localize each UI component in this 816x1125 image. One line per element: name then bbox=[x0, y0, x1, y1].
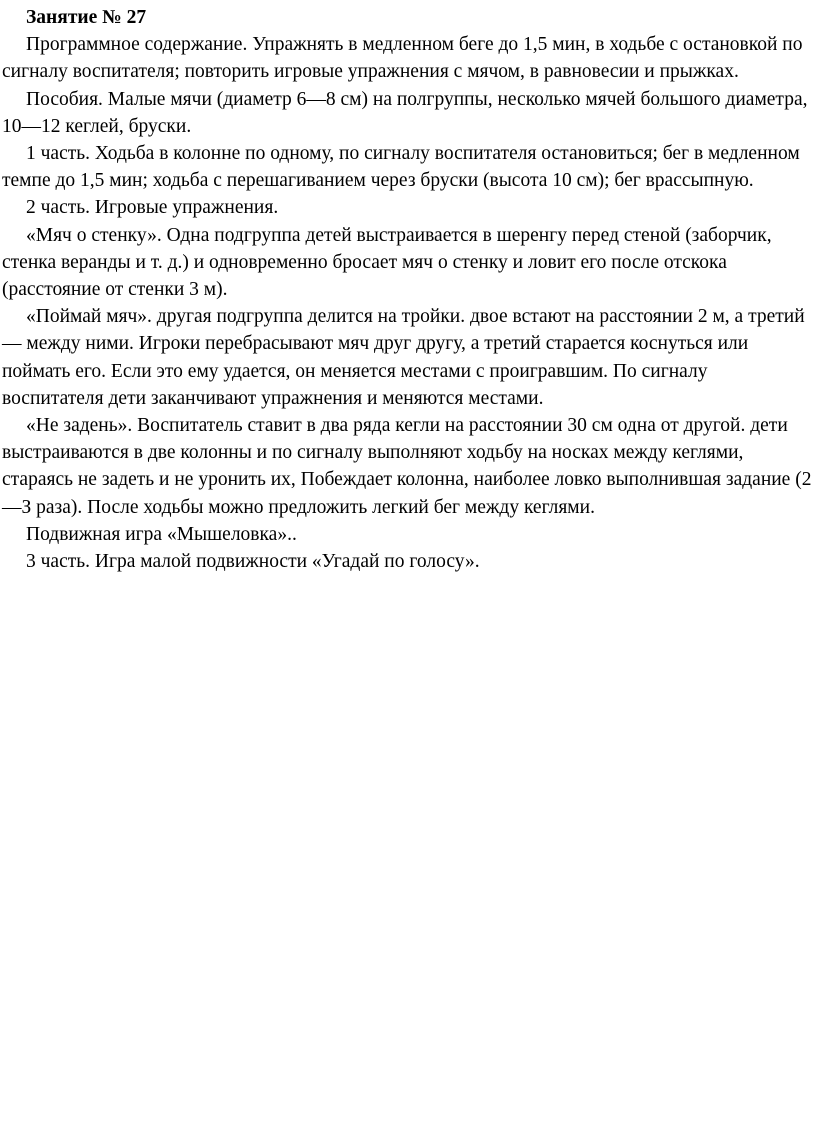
paragraph-ball-wall: «Мяч о стенку». Одна подгруппа детей выстраивается в шеренгу перед стеной (заборчик, стенка веранды и т. д.) и одновременно бросает мяч о стенку и ловит его после отскока (расстояние от стенки 3 м). bbox=[2, 224, 772, 301]
paragraph-part-1: 1 часть. Ходьба в колонне по одному, по сигналу воспитателя остановиться; бег в медленном темпе до 1,5 мин; ходьба с перешагиванием через бруски (высота 10 см); бег врассыпную. bbox=[2, 143, 800, 192]
paragraph-catch-ball: «Поймай мяч». другая подгруппа делится на тройки. двое встают на расстоянии 2 м, а третий — между ними. Игроки перебрасывают мяч друг другу, а третий старается коснуться или поймать его. Если это ему удается, он меняется местами с проигравшим. По сигналу воспитателя дети заканчивают упражнения и меняются местами. bbox=[2, 306, 805, 409]
paragraph-dont-touch: «Не задень». Воспитатель ставит в два ряда кегли на расстоянии 30 см одна от другой. дети выстраиваются в две колонны и по сигналу выполняют ходьбу на носках между кеглями, стараясь не задеть и не уронить их, Побеждает колонна, наиболее ловко выполнившая задание (2—З раза). После ходьбы можно предложить легкий бег между кеглями. bbox=[2, 415, 812, 518]
paragraph-program-content: Программное содержание. Упражнять в медленном беге до 1,5 мин, в ходьбе с остановкой по сигналу воспитателя; повторить игровые упражнения с мячом, в равновесии и прыжках. bbox=[2, 34, 803, 83]
paragraph-materials: Пособия. Малые мячи (диаметр 6—8 см) на полгруппы, несколько мячей большого диаметра, 10—12 кеглей, бруски. bbox=[2, 88, 808, 137]
paragraph-part-3: 3 часть. Игра малой подвижности «Угадай по голосу». bbox=[26, 551, 480, 573]
paragraph-part-2: 2 часть. Игровые упражнения. bbox=[26, 197, 279, 219]
paragraph-mousetrap-game: Подвижная игра «Мышеловка».. bbox=[26, 523, 297, 545]
lesson-title: Занятие № 27 bbox=[26, 7, 147, 28]
